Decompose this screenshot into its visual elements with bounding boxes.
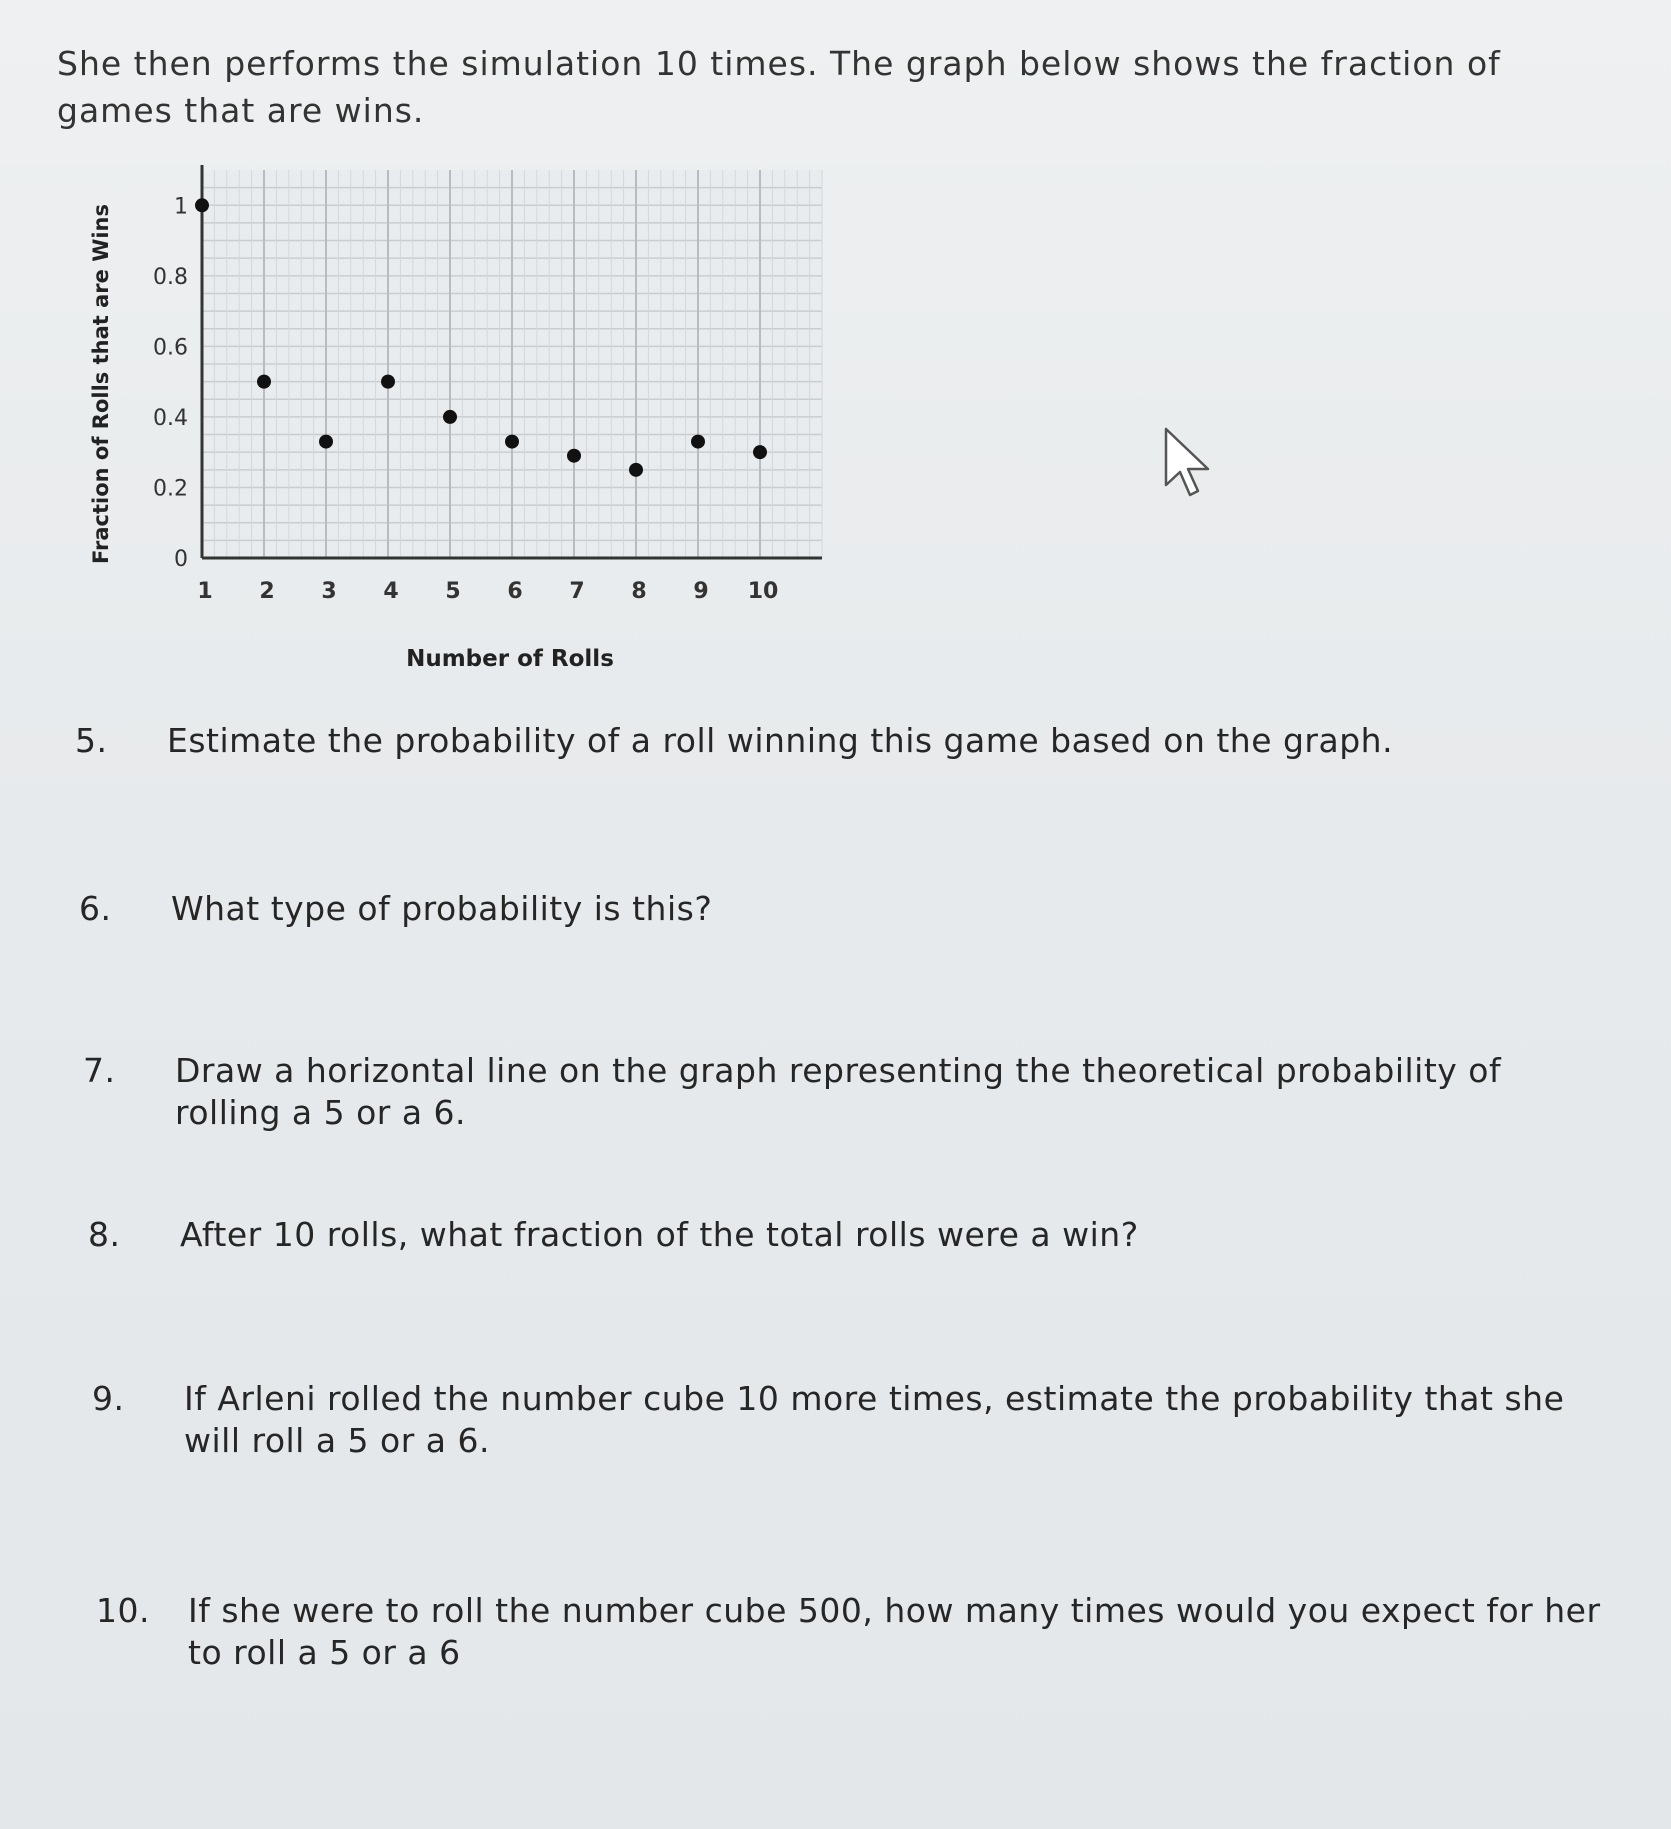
y-tick-label: 0.6 xyxy=(153,335,188,361)
data-point xyxy=(691,435,705,449)
x-tick-label: 6 xyxy=(507,579,523,604)
question-line: After 10 rolls, what fraction of the total rolls were a win? xyxy=(180,1215,1139,1254)
x-tick-label: 9 xyxy=(693,579,709,604)
x-axis-label: Number of Rolls xyxy=(406,646,614,672)
question-line: to roll a 5 or a 6 xyxy=(188,1633,461,1672)
question-line: If Arleni rolled the number cube 10 more times, estimate the probability that she xyxy=(184,1379,1565,1418)
data-point xyxy=(443,410,457,424)
y-tick-label: 1 xyxy=(174,194,188,220)
mouse-pointer-icon xyxy=(1162,425,1222,505)
question-number: 9. xyxy=(92,1379,125,1418)
y-tick-label: 0 xyxy=(174,547,188,572)
question-number: 8. xyxy=(88,1215,121,1254)
data-point xyxy=(195,198,209,212)
question-text xyxy=(188,1590,1608,1674)
question-line: Draw a horizontal line on the graph representing the theoretical probability of xyxy=(175,1051,1502,1090)
x-tick-label: 1 xyxy=(197,579,213,604)
data-point xyxy=(381,375,395,389)
x-tick-label: 4 xyxy=(383,579,399,604)
x-tick-label: 8 xyxy=(631,579,647,604)
y-tick-label: 0.8 xyxy=(153,264,188,290)
data-point xyxy=(629,463,643,477)
data-point xyxy=(753,445,767,459)
data-point xyxy=(257,375,271,389)
data-point xyxy=(505,435,519,449)
question-line: rolling a 5 or a 6. xyxy=(175,1093,467,1132)
x-tick-label: 5 xyxy=(445,579,461,604)
question-line: Estimate the probability of a roll winning this game based on the graph. xyxy=(167,721,1394,760)
data-point xyxy=(567,449,581,463)
scatter-chart xyxy=(70,160,850,680)
intro-line-2: games that are wins. xyxy=(57,91,425,130)
question-text xyxy=(175,1050,1595,1134)
x-tick-label: 7 xyxy=(569,579,585,604)
question-text xyxy=(171,888,1591,930)
question-text xyxy=(167,720,1587,762)
question-line: will roll a 5 or a 6. xyxy=(184,1421,490,1460)
y-tick-label: 0.2 xyxy=(153,476,188,502)
data-point xyxy=(319,435,333,449)
question-number: 10. xyxy=(96,1591,150,1630)
x-tick-label: 2 xyxy=(259,579,275,604)
question-number: 7. xyxy=(83,1051,116,1090)
question-text xyxy=(184,1378,1604,1462)
intro-text xyxy=(57,40,1557,134)
question-text xyxy=(180,1214,1600,1256)
x-tick-label: 3 xyxy=(321,579,337,604)
y-axis-label: Fraction of Rolls that are Wins xyxy=(89,204,113,564)
question-line: If she were to roll the number cube 500, how many times would you expect for her xyxy=(188,1591,1601,1630)
question-number: 5. xyxy=(75,721,108,760)
intro-line-1: She then performs the simulation 10 times. The graph below shows the fraction of xyxy=(57,44,1501,83)
x-tick-label: 10 xyxy=(747,579,779,604)
question-number: 6. xyxy=(79,889,112,928)
question-line: What type of probability is this? xyxy=(171,889,713,928)
y-tick-label: 0.4 xyxy=(153,405,188,431)
